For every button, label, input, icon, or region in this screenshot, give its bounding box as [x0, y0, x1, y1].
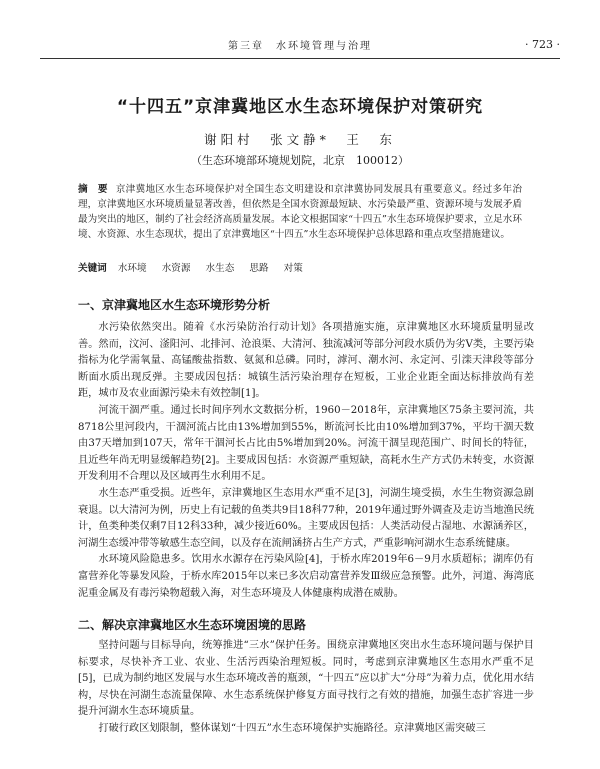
abstract-text: 京津冀地区水生态环境保护对全国生态文明建设和京津冀协同发展具有重要意义。经过多年治理，京津冀地区水环境质量显著改善，但依然是全国水资源最短缺、水污染最严重、资源环境与发展矛盾最为突出的地区，制约了社会经济高质量发展。本论文根据国家“十四五”水生态环境保护要求，立足水环境、水资源、水生态现状，提出了京津冀地区“十四五”水生态环境保护总体思路和重点攻坚措施建议。: [78, 184, 522, 240]
paragraph: 坚持问题与目标导向，统筹推进“三水”保护任务。围绕京津冀地区突出水生态环境问题与保护目标要求，尽快补齐工业、农业、生活污西染治理短板。同时，考虑到京津冀地区生态用水严重不足[5]，已成为制约地区发展与水生态环境改善的瓶颈，“十四五”应以扩大“分母”为着力点，优化用水结构，尽快在河湖生态流量保障、水生态系统保护修复方面寻找行之有效的措施，加强生态扩容进一步提升河湖水生态环境质量。: [78, 640, 534, 718]
section-heading-2: 二、解决京津冀地区水生态环境困境的思路: [78, 618, 307, 632]
running-head-section: 第三章 水环境管理与治理: [228, 40, 372, 52]
keywords: [78, 260, 522, 274]
section-1-body: [78, 320, 534, 602]
affiliation: （生态环境部环境规划院，北京 100012）: [191, 154, 409, 167]
abstract: [78, 182, 522, 242]
paragraph: 打破行政区划限制，整体谋划“十四五”水生态环境保护实施路径。京津冀地区需突破三: [98, 722, 486, 734]
paragraph: 水生态严重受损。近些年，京津冀地区生态用水严重不足[3]，河湖生境受损，水生生物资源急剧衰退。以大清河为例，历史上有记载的鱼类共9目18科77种，2019年通过野外调查及走访当地渔民统计，鱼类种类仅剩7目12科33种，减少接近60%。主要成因包括：人类活动侵占湿地、水源涵养区，河湖生态缓冲带等敏感生态空间，以及存在流闸涵挤占生产方式，严重影响河湖水生态系统健康。: [78, 487, 534, 549]
keyword: 水生态: [205, 263, 235, 274]
paragraph: 水污染依然突出。随着《水污染防治行动计划》各项措施实施，京津冀地区水环境质量明显改善。然而，汶河、滏阳河、北排河、沧浪渠、大清河、独流减河等部分河段水质仍为劣Ⅴ类，主要污染指标为化学需氧量、高锰酸盐指数、氨氮和总磷。同时，滹河、潮水河、永定河、引滦天津段等部分断面水质出现反弹。主要成因包括：城镇生活污染治理存在短板，工业企业距全面达标排放尚有差距，城市及农业面源污染未有效控制[1]。: [78, 322, 534, 400]
section-heading-1: 一、京津冀地区水生态环境形势分析: [78, 298, 271, 312]
running-head: [40, 30, 560, 59]
keywords-label: 关键词: [78, 263, 107, 274]
keyword: 对策: [283, 263, 303, 274]
abstract-label: 摘 要: [78, 184, 108, 195]
section-2-body: [78, 638, 534, 738]
paragraph: 水环境风险隐患多。饮用水水源存在污染风险[4]，于桥水库2019年6－9月水质超标；湖库仍有富营养化等暴发风险，于桥水库2015年以来已多次启动富营养发Ⅲ级应急预警。此外，河道、海湾底泥重金属及有毒污染物超载入海，对生态环境及人体健康构成潜在威胁。: [78, 554, 534, 599]
keyword: 思路: [249, 263, 269, 274]
authors: 谢阳村 张文静* 王 东: [204, 132, 396, 147]
page-number: · 723 ·: [525, 37, 560, 51]
paragraph: 河流干涸严重。通过长时间序列水文数据分析，1960－2018年，京津冀地区75条主要河流，共8718公里河段内，干涸河流占比由13%增加到55%，断流河长比由10%增加到37%，平均干涸天数由37天增加到107天，常年干涸河长占比由5%增加到20%。河流干涸呈现范围广、时间长的特征，且近些年尚无明显缓解趋势[2]。主要成因包括：水资源严重短缺，高耗水生产方式仍未转变，水资源开发利用不合理以及区域再生水利用不足。: [78, 404, 534, 483]
article-title: “十四五”京津冀地区水生态环境保护对策研究: [116, 97, 484, 117]
keyword: 水环境: [117, 263, 147, 274]
keyword: 水资源: [161, 263, 191, 274]
